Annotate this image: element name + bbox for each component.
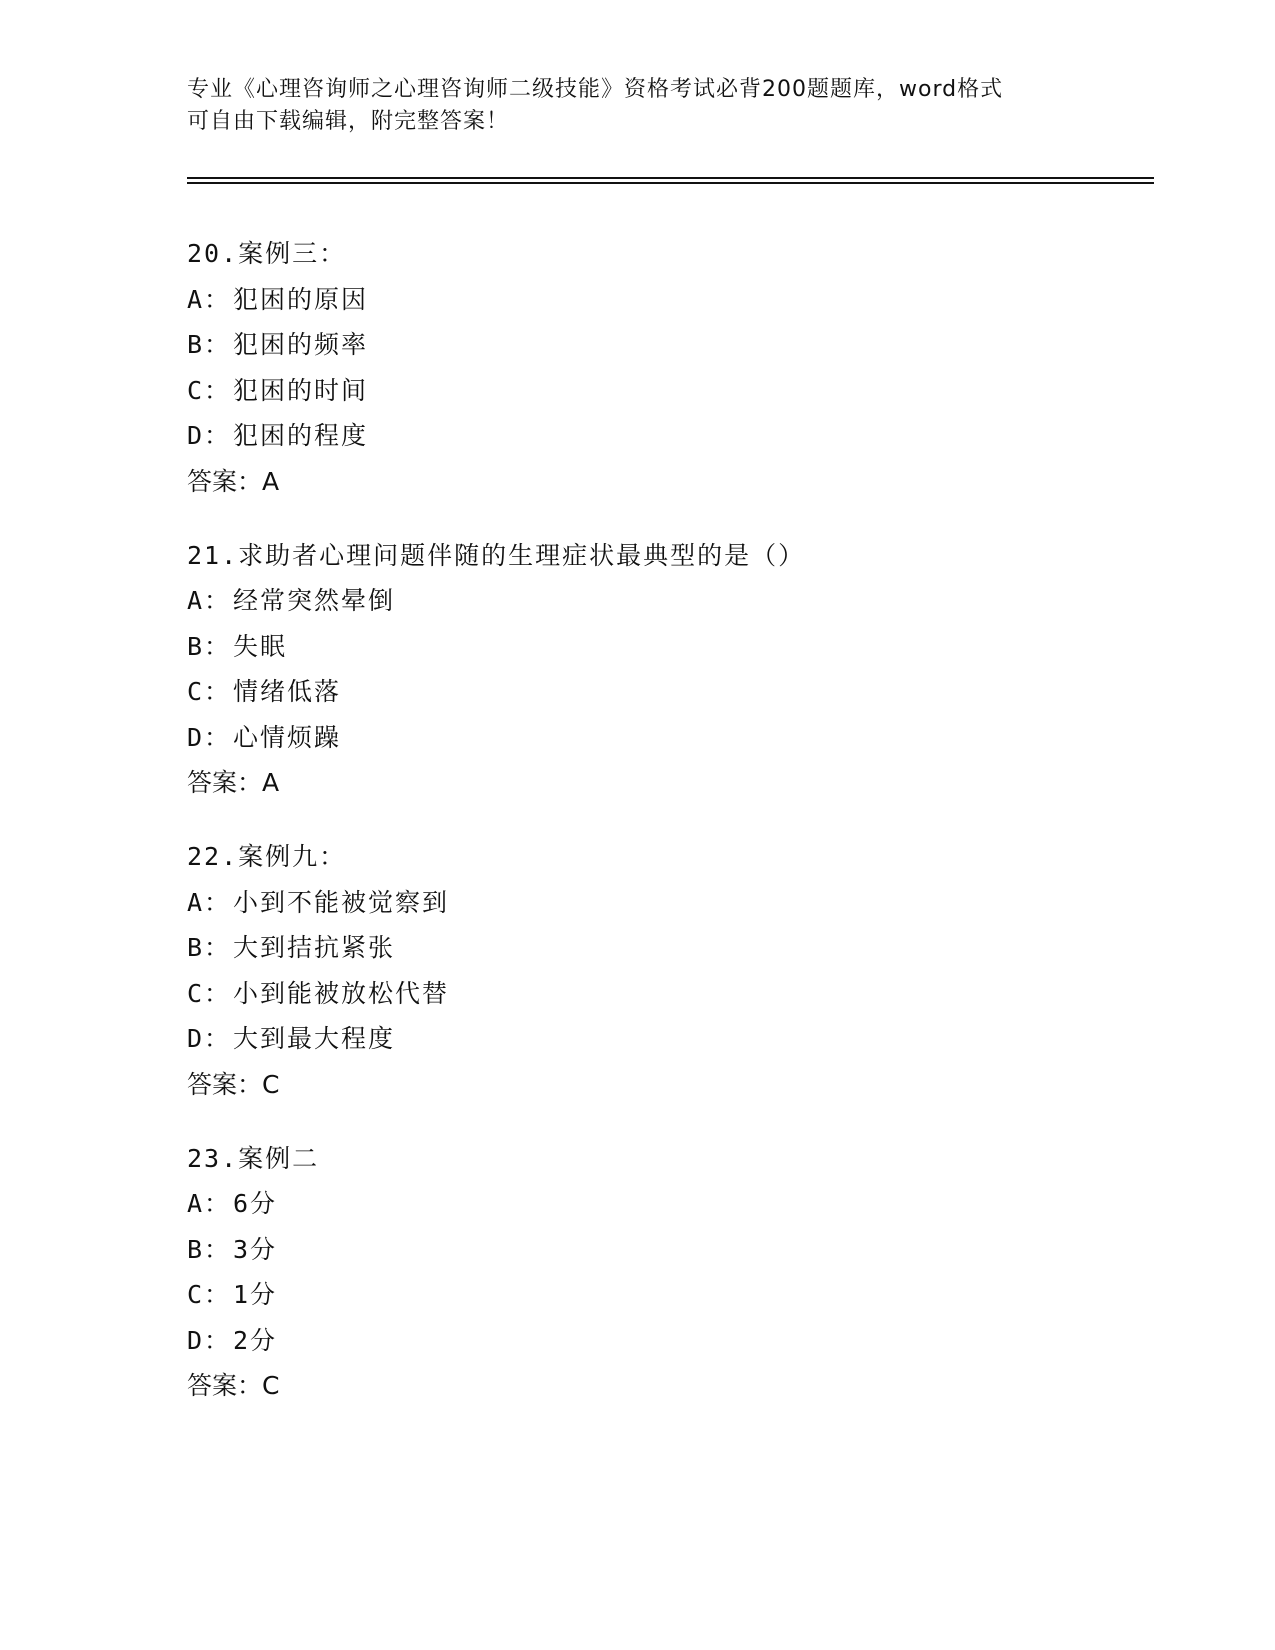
option-c (187, 1279, 1147, 1311)
option-a (187, 887, 1147, 919)
option-b (187, 932, 1147, 964)
answer-line: 答案：A (187, 768, 280, 797)
question-21 (187, 540, 1147, 800)
option-d (187, 1023, 1147, 1055)
header-rule-top (187, 177, 1154, 179)
option-text: 3分 (233, 1234, 278, 1264)
option-key: B： (187, 330, 232, 359)
option-key: C： (187, 1280, 232, 1309)
question-stem: 23.案例二 (187, 1143, 320, 1173)
option-text: 犯困的时间 (233, 375, 369, 405)
option-b (187, 1234, 1147, 1266)
option-text: 失眠 (233, 631, 288, 661)
option-key: B： (187, 933, 232, 962)
option-key: C： (187, 375, 232, 405)
option-c (187, 676, 1147, 708)
header-rule-bottom (187, 182, 1154, 184)
option-a (187, 585, 1147, 617)
option-text: 1分 (233, 1280, 278, 1309)
option-key: D： (187, 421, 232, 450)
option-c (187, 375, 1147, 407)
question-23 (187, 1143, 1147, 1403)
option-text: 小到不能被觉察到 (233, 887, 450, 917)
option-text: 心情烦躁 (233, 722, 342, 752)
option-text: 小到能被放松代替 (233, 978, 450, 1008)
answer-line: 答案：A (187, 466, 280, 496)
option-text: 情绪低落 (233, 677, 342, 706)
option-key: D： (187, 722, 232, 752)
question-stem: 22.案例九： (187, 842, 347, 871)
option-text: 犯困的程度 (233, 421, 369, 450)
option-key: B： (187, 631, 232, 661)
option-d (187, 1325, 1147, 1357)
option-b (187, 631, 1147, 663)
option-key: C： (187, 677, 232, 706)
option-d (187, 722, 1147, 754)
option-text: 犯困的频率 (233, 330, 369, 359)
option-key: D： (187, 1024, 232, 1053)
option-text: 经常突然晕倒 (233, 586, 396, 615)
option-a (187, 284, 1147, 316)
option-key: B： (187, 1234, 232, 1264)
question-stem: 20.案例三： (187, 239, 347, 268)
header-line-2: 可自由下载编辑，附完整答案！ (187, 109, 510, 134)
option-text: 6分 (233, 1189, 278, 1218)
option-key: A： (187, 284, 232, 314)
question-22 (187, 841, 1147, 1101)
option-key: A： (187, 1189, 232, 1218)
option-key: D： (187, 1325, 232, 1355)
answer-line: 答案：C (187, 1069, 280, 1099)
question-list (187, 238, 1147, 1444)
header-line-1: 专业《心理咨询师之心理咨询师二级技能》资格考试必背200题题库，word格式 (187, 77, 1004, 102)
option-text: 2分 (233, 1325, 278, 1355)
option-d (187, 420, 1147, 452)
answer-line: 答案：C (187, 1371, 280, 1400)
option-key: A： (187, 586, 232, 615)
option-text: 大到拮抗紧张 (233, 933, 396, 962)
option-key: A： (187, 887, 232, 917)
option-text: 大到最大程度 (233, 1024, 396, 1053)
option-key: C： (187, 978, 232, 1008)
document-header (187, 74, 1067, 138)
option-a (187, 1188, 1147, 1220)
question-20 (187, 238, 1147, 498)
option-c (187, 978, 1147, 1010)
question-stem: 21.求助者心理问题伴随的生理症状最典型的是（） (187, 540, 806, 570)
option-text: 犯困的原因 (233, 284, 369, 314)
option-b (187, 329, 1147, 361)
